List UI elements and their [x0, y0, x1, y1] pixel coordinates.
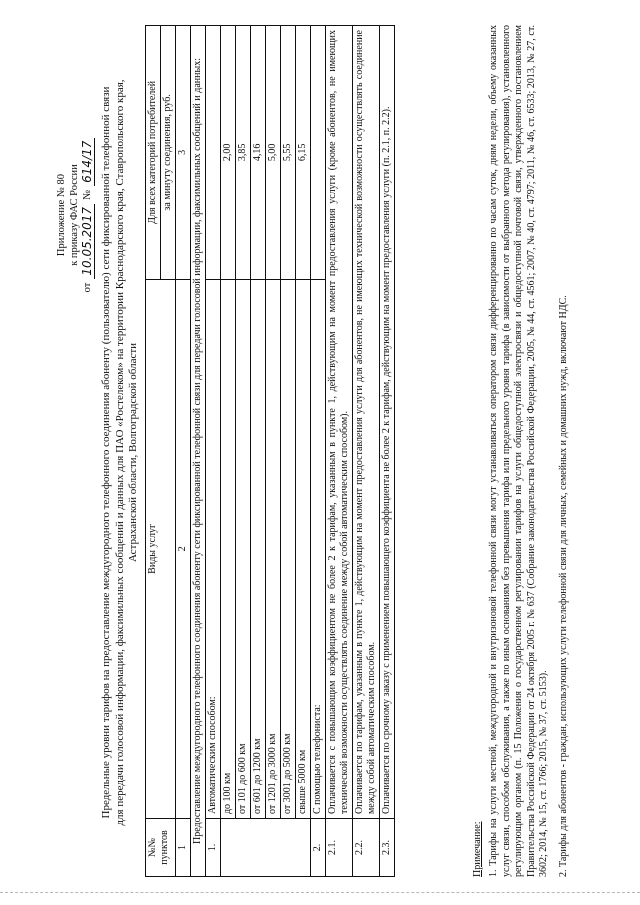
- title-line-1: Предельные уровни тарифов на предоставление междугородного телефонного соединения абоненту (пользователю) сети фиксированной телефонной связи: [100, 86, 112, 819]
- distance-label: от 101 до 600 км: [236, 279, 251, 818]
- table-row: [326, 26, 353, 877]
- table-row: [296, 26, 311, 877]
- tariff-value: 6,15: [296, 26, 311, 280]
- date-prefix: от: [82, 282, 93, 293]
- table-row: [221, 26, 236, 877]
- tariff-value: 2,00: [221, 26, 236, 280]
- tariff-value: 4,16: [251, 26, 266, 280]
- item-number: 2.: [311, 819, 326, 877]
- tariff-table: [145, 25, 395, 877]
- table-row: [251, 26, 266, 877]
- order-number-handwritten: 614/17: [81, 138, 95, 186]
- item-number: [221, 819, 311, 877]
- number-label: №: [82, 189, 93, 200]
- tariff-value: 5,55: [281, 26, 296, 280]
- table-row: [311, 26, 326, 877]
- order-date-line: [81, 110, 95, 320]
- table-header-row: [146, 26, 161, 877]
- service-description: Оплачивается по срочному заказу с применением повышающего коэффициента не более 2 к тарифам, действующим на момент предоставления услуги (п. 2.1, п. 2.2).: [380, 26, 395, 819]
- tariff-value: 3,85: [236, 26, 251, 280]
- value-cell: [311, 26, 326, 280]
- tariff-value: 5,00: [266, 26, 281, 280]
- header-service-type: Виды услуг: [146, 279, 176, 818]
- distance-label: свыше 5000 км: [296, 279, 311, 818]
- col-number-1: 1: [176, 819, 191, 877]
- appendix-number: Приложение № 80: [56, 173, 67, 257]
- section-row: [191, 26, 206, 877]
- item-number: 2.1.: [326, 819, 353, 877]
- table-row: [236, 26, 251, 877]
- item-number: 1.: [206, 819, 221, 877]
- item-number: 2.2.: [353, 819, 380, 877]
- note-2: 2. Тарифы для абонентов - граждан, использующих услуги телефонной связи для личных, семейных и домашних нужд, включают НДС.: [558, 295, 570, 877]
- table-row: [206, 26, 221, 877]
- item-number: 2.3.: [380, 819, 395, 877]
- notes-title: Примечание:: [472, 821, 483, 877]
- document-title: [100, 60, 141, 845]
- title-line-2: для передачи голосовой информации, факсимильных сообщений и данных для ПАО «Ростелеком» на территории Краснодарского края, Ставропольского края,: [113, 79, 126, 826]
- table-row: [380, 26, 395, 877]
- distance-label: от 601 до 1200 км: [251, 279, 266, 818]
- value-cell: [206, 26, 221, 280]
- appendix-header: [55, 110, 95, 320]
- table-row: [266, 26, 281, 877]
- col-number-2: 2: [176, 279, 191, 818]
- order-reference: к приказу ФАС России: [69, 164, 80, 266]
- table-row: [353, 26, 380, 877]
- table-row: [281, 26, 296, 877]
- distance-label: от 1201 до 3000 км: [266, 279, 281, 818]
- header-consumer-category: Для всех категорий потребителей: [146, 26, 161, 280]
- header-unit: за минуту соединения, руб.: [161, 26, 176, 280]
- service-label: Автоматическим способом:: [206, 279, 221, 818]
- service-description: Оплачивается по тарифам, указанным в пункте 1, действующим на момент предоставления услуги для абонентов, не имеющих технической возможности осуществлять соединение между собой автоматическим способом.: [353, 26, 380, 819]
- notes-section: [472, 25, 571, 877]
- note-1: 1. Тарифы на услуги местной, междугородной и внутризоновой телефонной связи могут устанавливаться оператором связи дифференцированно по часам суток, дням недели, объему оказанных услуг связи, способом обслуживания, а также по иным основаниям без превышения тарифа или предельного уровня тарифа (в зависимости от выбранного метода регулирования), установленного регулирующим органом (п. 15 Положения о государственном регулировании тарифов на услуги общедоступной электросвязи и общедоступной почтовой связи, утвержденного постановлением Правительства Российской Федерации от 24 октября 2005 г. № 637 (Собрание законодательства Российской Федерации, 2005, № 44, ст. 4561; 2007, № 40, ст. 4797; 2011, № 46, ст. 6533; 2013, № 27, ст. 3602; 2014, № 15, ст. 1766; 2015, № 37, ст. 5153).: [488, 25, 550, 877]
- column-numbers-row: [176, 26, 191, 877]
- service-description: Оплачивается с повышающим коэффициентом не более 2 к тарифам, указанным в пункте 1, действующим на момент предоставления услуги (кроме абонентов, не имеющих технической возможности осуществлять соединение между собой автоматическим способом).: [326, 26, 353, 819]
- order-date-handwritten: 10.05.2017: [81, 204, 95, 279]
- col-number-3: 3: [176, 26, 191, 280]
- service-label: С помощью телефониста:: [311, 279, 326, 818]
- distance-label: до 100 км: [221, 279, 236, 818]
- section-heading: Предоставление междугородного телефонного соединения абоненту сети фиксированной телефонной связи для передачи голосовой информации, факсимильных сообщений и данных:: [191, 26, 206, 877]
- title-line-3: Астраханской области, Волгоградской области: [127, 342, 139, 563]
- header-item-number: №№ пунктов: [146, 819, 176, 877]
- distance-label: от 3001 до 5000 км: [281, 279, 296, 818]
